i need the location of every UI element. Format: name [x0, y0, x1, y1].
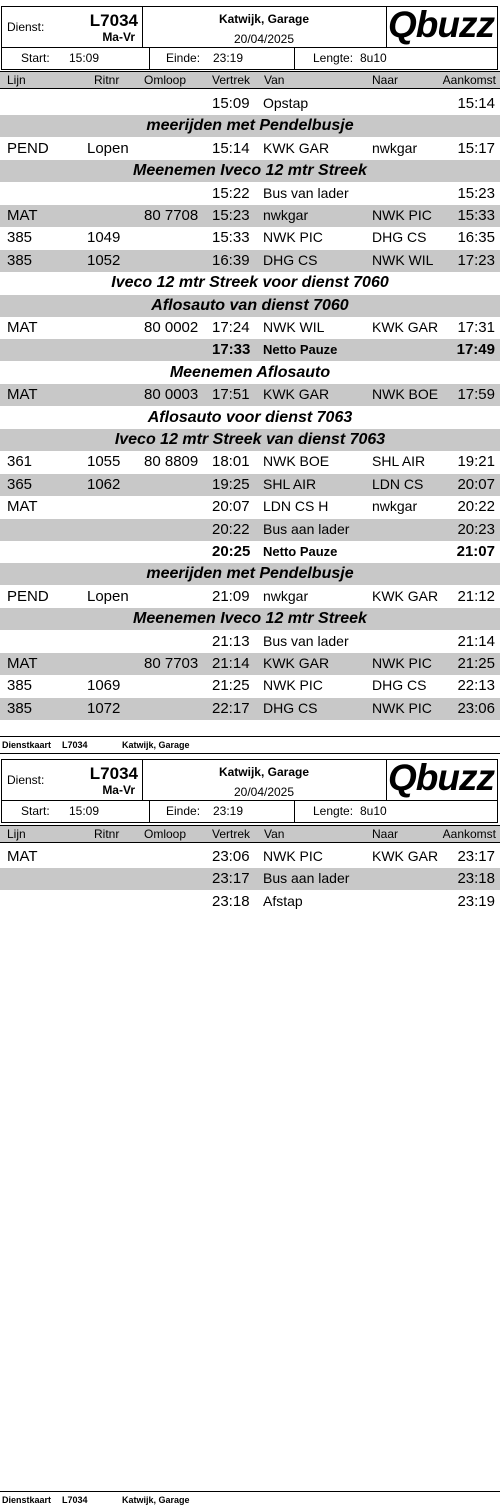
table-row [0, 138, 500, 160]
cell-aankomst: 15:14 [457, 95, 495, 112]
cell-aankomst: 15:17 [457, 139, 495, 157]
cell-omloop: 80 7708 [144, 207, 199, 224]
cell-van: KWK GAR [263, 655, 330, 671]
cell-ritnr: 1069 [87, 677, 121, 695]
cell-naar: NWK PIC [372, 655, 432, 671]
footer-code: L7034 [62, 740, 88, 750]
cell-lijn: MAT [7, 655, 38, 672]
cell-lijn: 385 [7, 251, 33, 269]
section-banner: Aflosauto van dienst 7060 [0, 295, 500, 317]
cell-aankomst: 23:18 [457, 870, 495, 888]
col-aankomst: Aankomst [442, 827, 496, 841]
table-row [0, 93, 500, 115]
pause-row [0, 339, 500, 361]
service-date: 20/04/2025 [233, 785, 295, 799]
cell-lijn: 365 [7, 475, 33, 493]
dienst-days: Ma-Vr [102, 783, 135, 797]
cell-naar: nwkgar [372, 498, 418, 515]
cell-lijn: MAT [7, 319, 38, 336]
einde-value: 23:19 [213, 51, 244, 65]
cell-vertrek: 21:14 [212, 655, 250, 672]
cell-aankomst: 15:23 [457, 184, 495, 202]
col-ritnr: Ritnr [94, 827, 120, 841]
table-row [0, 891, 500, 913]
cell-van: Bus van lader [263, 184, 349, 201]
location-name: Katwijk, Garage [218, 12, 310, 26]
cell-naar: KWK GAR [372, 848, 439, 864]
column-header [0, 71, 500, 89]
table-row [0, 631, 500, 653]
cell-vertrek: 19:25 [212, 475, 250, 493]
table-row [0, 496, 500, 518]
start-value: 15:09 [69, 51, 100, 65]
cell-van: NWK WIL [263, 319, 325, 335]
cell-pause-label: Netto Pauze [263, 544, 338, 559]
qbuzz-logo: Qbuzz [388, 4, 494, 45]
cell-naar: DHG CS [372, 677, 427, 694]
cell-naar: nwkgar [372, 139, 418, 156]
cell-lijn: MAT [7, 498, 38, 516]
cell-vertrek: 15:22 [212, 184, 250, 202]
bottom-rule [0, 736, 500, 737]
cell-vertrek: 18:01 [212, 453, 250, 471]
cell-vertrek: 17:24 [212, 319, 250, 336]
col-lijn: Lijn [7, 827, 26, 841]
einde-value: 23:19 [213, 804, 244, 818]
start-label: Start: [21, 51, 50, 65]
cell-vertrek: 23:18 [212, 892, 250, 910]
page-2 [0, 756, 500, 1512]
qbuzz-logo: Qbuzz [388, 757, 494, 798]
lengte-value: 8u10 [360, 804, 387, 818]
cell-aankomst: 21:07 [456, 543, 495, 560]
col-naar: Naar [372, 827, 399, 841]
footer-location: Katwijk, Garage [122, 740, 190, 750]
footer-location: Katwijk, Garage [122, 1495, 190, 1505]
column-header [0, 825, 500, 843]
col-vertrek: Vertrek [212, 827, 251, 841]
cell-vertrek: 23:06 [212, 848, 250, 865]
cell-lijn: 385 [7, 699, 33, 717]
cell-vertrek: 20:07 [212, 498, 250, 516]
cell-van: LDN CS H [263, 498, 329, 515]
cell-lijn: MAT [7, 207, 38, 224]
cell-vertrek: 17:51 [212, 386, 250, 404]
cell-vertrek: 21:13 [212, 632, 250, 650]
cell-naar: NWK WIL [372, 251, 434, 268]
dienst-code: L7034 [89, 764, 138, 783]
table-row [0, 317, 500, 339]
cell-naar: KWK GAR [372, 319, 439, 335]
location-name: Katwijk, Garage [218, 765, 310, 779]
table-row [0, 868, 500, 890]
cell-vertrek: 15:14 [212, 139, 250, 157]
col-van: Van [264, 827, 285, 841]
cell-van: Opstap [263, 95, 309, 111]
cell-naar: LDN CS [372, 475, 424, 492]
table-row [0, 653, 500, 675]
cell-ritnr: 1052 [87, 251, 121, 269]
cell-aankomst: 21:12 [457, 587, 495, 605]
section-banner: meerijden met Pendelbusje [0, 115, 500, 137]
cell-lijn: MAT [7, 386, 38, 404]
cell-omloop: 80 0002 [144, 319, 199, 336]
cell-ritnr: 1072 [87, 699, 121, 717]
cell-aankomst: 20:22 [457, 498, 495, 516]
cell-van: DHG CS [263, 251, 318, 268]
footer-page-2 [0, 1495, 500, 1509]
cell-aankomst: 16:35 [457, 229, 495, 247]
table-row [0, 384, 500, 406]
table-row [0, 183, 500, 205]
cell-naar: NWK PIC [372, 207, 432, 223]
col-ritnr: Ritnr [94, 73, 120, 87]
cell-pause-label: Netto Pauze [263, 342, 338, 358]
lengte-label: Lengte: [313, 51, 354, 65]
cell-aankomst: 23:19 [457, 892, 495, 910]
header-card [1, 6, 498, 70]
section-banner: Meenemen Iveco 12 mtr Streek [0, 608, 500, 630]
cell-van: NWK PIC [263, 229, 323, 246]
lengte-label: Lengte: [313, 804, 354, 818]
cell-ritnr: 1062 [87, 475, 121, 493]
cell-van: Bus aan lader [263, 520, 350, 537]
cell-van: KWK GAR [263, 139, 330, 156]
cell-vertrek: 23:17 [212, 870, 250, 888]
section-banner: Meenemen Iveco 12 mtr Streek [0, 160, 500, 182]
dienst-code: L7034 [89, 11, 138, 30]
cell-aankomst: 21:14 [457, 632, 495, 650]
footer-page-1 [0, 740, 500, 754]
dienst-label: Dienst: [7, 773, 45, 787]
cell-aankomst: 17:31 [457, 319, 495, 336]
table-row [0, 675, 500, 697]
col-naar: Naar [372, 73, 399, 87]
cell-vertrek: 16:39 [212, 251, 250, 269]
footer-label: Dienstkaart [2, 1495, 52, 1505]
table-row [0, 519, 500, 541]
bottom-rule [0, 1491, 500, 1492]
cell-aankomst: 20:23 [457, 520, 495, 538]
start-label: Start: [21, 804, 50, 818]
cell-vertrek: 22:17 [212, 699, 250, 717]
cell-ritnr: 1055 [87, 453, 121, 471]
cell-aankomst: 17:59 [457, 386, 495, 404]
cell-van: DHG CS [263, 699, 318, 716]
cell-lijn: PEND [7, 587, 49, 605]
cell-van: nwkgar [263, 587, 309, 604]
header-card [1, 759, 498, 823]
cell-lijn: 361 [7, 453, 33, 471]
cell-omloop: 80 8809 [144, 453, 199, 471]
section-banner: Iveco 12 mtr Streek voor dienst 7060 [111, 274, 389, 292]
cell-van: NWK PIC [263, 677, 323, 694]
cell-aankomst: 23:17 [457, 848, 495, 865]
cell-van: NWK BOE [263, 453, 330, 470]
table-row [0, 205, 500, 227]
col-van: Van [264, 73, 285, 87]
cell-ritnr: Lopen [87, 587, 129, 605]
einde-label: Einde: [166, 51, 201, 65]
cell-omloop: 80 0003 [144, 386, 199, 404]
cell-aankomst: 21:25 [457, 655, 495, 672]
section-banner: meerijden met Pendelbusje [0, 563, 500, 585]
cell-aankomst: 19:21 [457, 453, 495, 471]
cell-vertrek: 15:23 [212, 207, 250, 224]
page-separator [0, 753, 500, 754]
table-row [0, 451, 500, 473]
table-row [0, 846, 500, 868]
table-row [0, 586, 500, 608]
cell-naar: NWK BOE [372, 386, 439, 403]
section-banner: Aflosauto voor dienst 7063 [147, 408, 353, 426]
cell-ritnr: 1049 [87, 229, 121, 247]
col-omloop: Omloop [144, 73, 187, 87]
cell-van: Bus aan lader [263, 870, 350, 887]
cell-lijn: PEND [7, 139, 49, 157]
col-lijn: Lijn [7, 73, 26, 87]
table-row [0, 250, 500, 272]
table-row [0, 474, 500, 496]
cell-aankomst: 15:33 [457, 207, 495, 224]
section-banner: Meenemen Aflosauto [169, 363, 331, 381]
cell-van: Afstap [263, 892, 303, 909]
cell-aankomst: 22:13 [457, 677, 495, 695]
cell-lijn: 385 [7, 677, 33, 695]
cell-aankomst: 17:23 [457, 251, 495, 269]
cell-van: nwkgar [263, 207, 309, 223]
cell-van: SHL AIR [263, 475, 317, 492]
footer-code: L7034 [62, 1495, 88, 1505]
cell-lijn: 385 [7, 229, 33, 247]
col-aankomst: Aankomst [442, 73, 496, 87]
cell-van: Bus van lader [263, 632, 349, 649]
cell-vertrek: 15:33 [212, 229, 250, 247]
cell-vertrek: 20:25 [212, 543, 251, 560]
col-omloop: Omloop [144, 827, 187, 841]
start-value: 15:09 [69, 804, 100, 818]
cell-naar: NWK PIC [372, 699, 432, 716]
cell-vertrek: 20:22 [212, 520, 250, 538]
cell-naar: KWK GAR [372, 587, 439, 604]
pause-row [0, 541, 500, 563]
cell-naar: DHG CS [372, 229, 427, 246]
footer-label: Dienstkaart [2, 740, 52, 750]
col-vertrek: Vertrek [212, 73, 251, 87]
cell-aankomst: 23:06 [457, 699, 495, 717]
cell-vertrek: 15:09 [212, 95, 250, 112]
table-row [0, 698, 500, 720]
cell-naar: SHL AIR [372, 453, 426, 470]
cell-ritnr: Lopen [87, 139, 129, 157]
dienst-days: Ma-Vr [102, 30, 135, 44]
cell-omloop: 80 7703 [144, 655, 199, 672]
service-date: 20/04/2025 [233, 32, 295, 46]
lengte-value: 8u10 [360, 51, 387, 65]
einde-label: Einde: [166, 804, 201, 818]
cell-vertrek: 17:33 [212, 341, 251, 359]
cell-van: KWK GAR [263, 386, 330, 403]
cell-vertrek: 21:09 [212, 587, 250, 605]
cell-aankomst: 17:49 [456, 341, 495, 359]
table-row [0, 227, 500, 249]
cell-aankomst: 20:07 [457, 475, 495, 493]
dienst-label: Dienst: [7, 20, 45, 34]
section-banner: Iveco 12 mtr Streek van dienst 7063 [0, 429, 500, 451]
cell-vertrek: 21:25 [212, 677, 250, 695]
cell-van: NWK PIC [263, 848, 323, 864]
cell-lijn: MAT [7, 848, 38, 865]
